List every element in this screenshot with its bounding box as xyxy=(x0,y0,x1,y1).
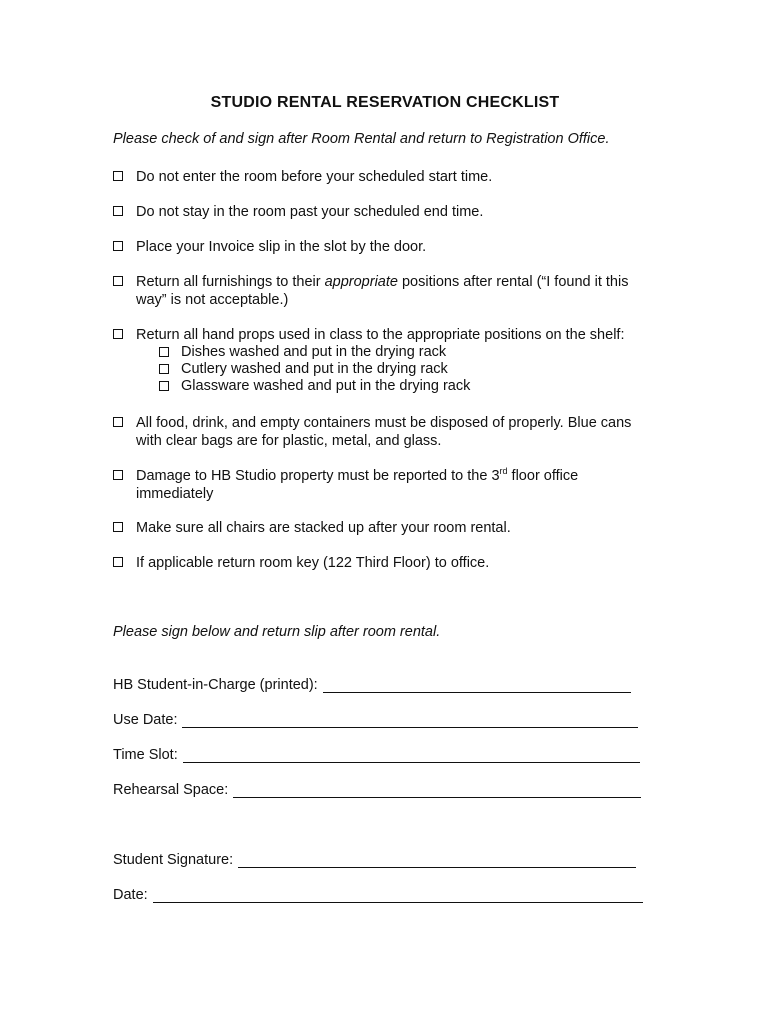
time-slot-field xyxy=(113,747,640,763)
checkbox[interactable] xyxy=(159,381,169,391)
emphasis-text: appropriate xyxy=(324,274,398,290)
rehearsal-space-field xyxy=(113,782,641,798)
student-in-charge-line[interactable] xyxy=(323,680,631,693)
checklist-item xyxy=(113,203,658,221)
checklist-subitem-text: Glassware washed and put in the drying rack xyxy=(181,378,471,394)
checklist-subitem-text: Dishes washed and put in the drying rack xyxy=(181,344,447,360)
checkbox[interactable] xyxy=(113,417,123,427)
checkbox[interactable] xyxy=(113,241,123,251)
checklist-item-text: Make sure all chairs are stacked up after your room rental. xyxy=(136,520,511,536)
checkbox[interactable] xyxy=(113,276,123,286)
checklist-subitem xyxy=(159,378,559,396)
use-date-field xyxy=(113,712,638,728)
checkbox[interactable] xyxy=(113,329,123,339)
use-date-label: Use Date: xyxy=(113,712,178,728)
checklist-item-text: Do not enter the room before your scheduled start time. xyxy=(136,169,493,185)
checklist-item-text: If applicable return room key (122 Third Floor) to office. xyxy=(136,555,490,571)
sign-instruction: Please sign below and return slip after room rental. xyxy=(113,624,441,640)
checklist-item xyxy=(113,414,658,450)
date-line[interactable] xyxy=(153,890,643,903)
checklist-item xyxy=(113,238,658,256)
student-signature-line[interactable] xyxy=(238,855,636,868)
checklist-item xyxy=(113,273,658,309)
checkbox[interactable] xyxy=(113,206,123,216)
checklist-item-text: Return all furnishings to their appropriate positions after rental (“I found it this way” is not acceptable.) xyxy=(136,274,629,308)
checklist-item xyxy=(113,519,658,537)
checklist-subitem-text: Cutlery washed and put in the drying rack xyxy=(181,361,448,377)
intro-text: Please check of and sign after Room Rental and return to Registration Office. xyxy=(113,131,610,147)
date-field xyxy=(113,887,643,903)
page-title: STUDIO RENTAL RESERVATION CHECKLIST xyxy=(210,94,560,111)
student-in-charge-label: HB Student-in-Charge (printed): xyxy=(113,677,318,693)
rehearsal-space-label: Rehearsal Space: xyxy=(113,782,229,798)
checklist-item xyxy=(113,467,658,503)
checklist-item-text: All food, drink, and empty containers must be disposed of properly. Blue cans with clear bags are for plastic, metal, and glass. xyxy=(136,415,632,449)
checklist-item-text: Return all hand props used in class to the appropriate positions on the shelf: xyxy=(136,327,625,343)
student-in-charge-field xyxy=(113,677,631,693)
date-label: Date: xyxy=(113,887,148,903)
checklist-item-text: Do not stay in the room past your scheduled end time. xyxy=(136,204,484,220)
use-date-line[interactable] xyxy=(182,715,638,728)
checklist-item-text: Damage to HB Studio property must be reported to the 3rd floor office immediately xyxy=(136,466,579,502)
checklist-subitem xyxy=(159,361,559,379)
student-signature-field xyxy=(113,852,636,868)
student-signature-label: Student Signature: xyxy=(113,852,234,868)
checkbox[interactable] xyxy=(159,364,169,374)
checkbox[interactable] xyxy=(113,522,123,532)
time-slot-line[interactable] xyxy=(183,750,640,763)
rehearsal-space-line[interactable] xyxy=(233,785,641,798)
checkbox[interactable] xyxy=(113,171,123,181)
time-slot-label: Time Slot: xyxy=(113,747,178,763)
checkbox[interactable] xyxy=(113,470,123,480)
checklist-item xyxy=(113,326,658,344)
checkbox[interactable] xyxy=(113,557,123,567)
checklist-subitem xyxy=(159,344,559,362)
checkbox[interactable] xyxy=(159,347,169,357)
checklist-item xyxy=(113,168,658,186)
checklist-item xyxy=(113,554,658,572)
superscript: rd xyxy=(499,466,508,476)
checklist-item-text: Place your Invoice slip in the slot by the door. xyxy=(136,239,427,255)
